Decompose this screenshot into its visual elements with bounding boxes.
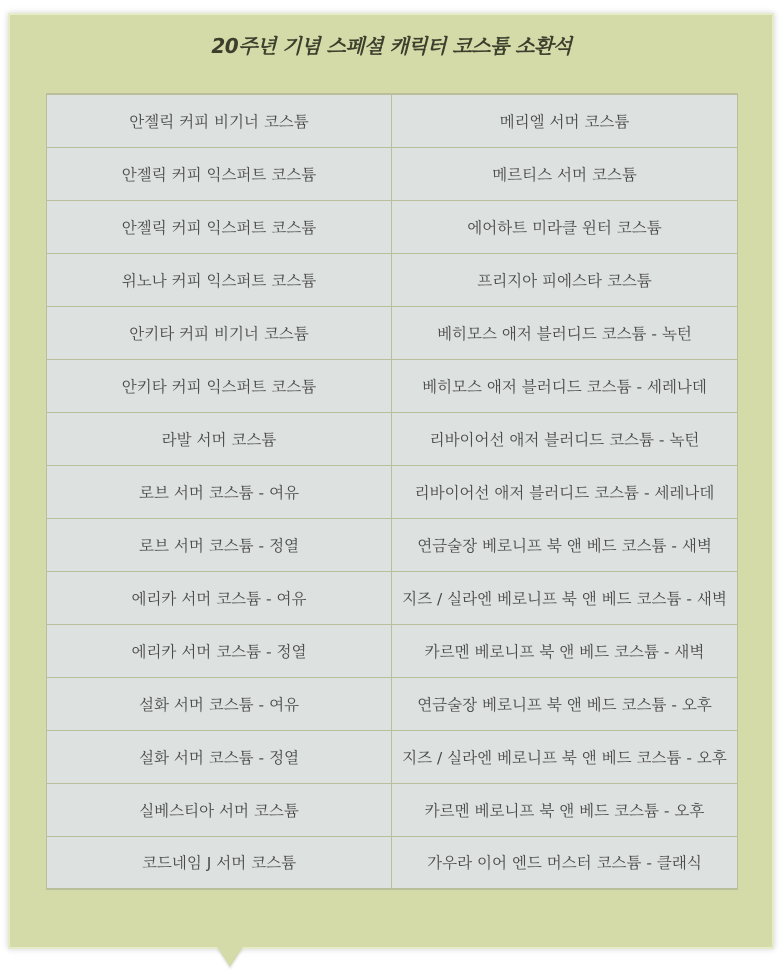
table-cell-left: 안젤릭 커피 비기너 코스튬 [47,94,392,147]
table-cell-left: 로브 서머 코스튬 - 여유 [47,465,392,518]
table-cell-left: 안젤릭 커피 익스퍼트 코스튬 [47,147,392,200]
table-cell-right: 메르티스 서머 코스튬 [392,147,738,200]
table-row [47,253,738,306]
table-cell-left: 안젤릭 커피 익스퍼트 코스튬 [47,200,392,253]
table-cell-right: 연금술장 베로니프 북 앤 베드 코스튬 - 오후 [392,677,738,730]
table-row [47,359,738,412]
table-row [47,571,738,624]
table-cell-right: 카르멘 베로니프 북 앤 베드 코스튬 - 새벽 [392,624,738,677]
table-row [47,200,738,253]
table-row [47,412,738,465]
panel-pointer-arrow [217,947,243,967]
table-cell-left: 설화 서머 코스튬 - 정열 [47,730,392,783]
table-cell-left: 코드네임 J 서머 코스튬 [47,836,392,889]
table-cell-right: 카르멘 베로니프 북 앤 베드 코스튬 - 오후 [392,783,738,836]
table-cell-left: 에리카 서머 코스튬 - 정열 [47,624,392,677]
table-cell-left: 실베스티아 서머 코스튬 [47,783,392,836]
table-row [47,306,738,359]
table-cell-right: 가우라 이어 엔드 머스터 코스튬 - 클래식 [392,836,738,889]
table-row [47,465,738,518]
table-row [47,730,738,783]
table-cell-right: 연금술장 베로니프 북 앤 베드 코스튬 - 새벽 [392,518,738,571]
table-cell-right: 지즈 / 실라엔 베로니프 북 앤 베드 코스튬 - 새벽 [392,571,738,624]
table-row [47,518,738,571]
page-title: 20주년 기념 스페셜 캐릭터 코스튬 소환석 [211,34,572,58]
table-cell-right: 메리엘 서머 코스튬 [392,94,738,147]
table-cell-left: 에리카 서머 코스튬 - 여유 [47,571,392,624]
table-cell-right: 리바이어선 애저 블러디드 코스튬 - 세레나데 [392,465,738,518]
table-cell-left: 위노나 커피 익스퍼트 코스튬 [47,253,392,306]
table-row [47,147,738,200]
table-cell-left: 라발 서머 코스튬 [47,412,392,465]
table-cell-right: 리바이어선 애저 블러디드 코스튬 - 녹턴 [392,412,738,465]
table-cell-left: 설화 서머 코스튬 - 여유 [47,677,392,730]
table-row [47,783,738,836]
table-row [47,624,738,677]
table-cell-left: 안키타 커피 익스퍼트 코스튬 [47,359,392,412]
table-cell-right: 베히모스 애저 블러디드 코스튬 - 세레나데 [392,359,738,412]
table-row [47,677,738,730]
table-cell-right: 에어하트 미라클 윈터 코스튬 [392,200,738,253]
table-cell-right: 프리지아 피에스타 코스튬 [392,253,738,306]
table-cell-left: 안키타 커피 비기너 코스튬 [47,306,392,359]
costume-table-body [47,94,738,889]
costume-table [46,93,738,890]
table-cell-left: 로브 서머 코스튬 - 정열 [47,518,392,571]
table-row [47,94,738,147]
table-cell-right: 지즈 / 실라엔 베로니프 북 앤 베드 코스튬 - 오후 [392,730,738,783]
table-row [47,836,738,889]
table-cell-right: 베히모스 애저 블러디드 코스튬 - 녹턴 [392,306,738,359]
